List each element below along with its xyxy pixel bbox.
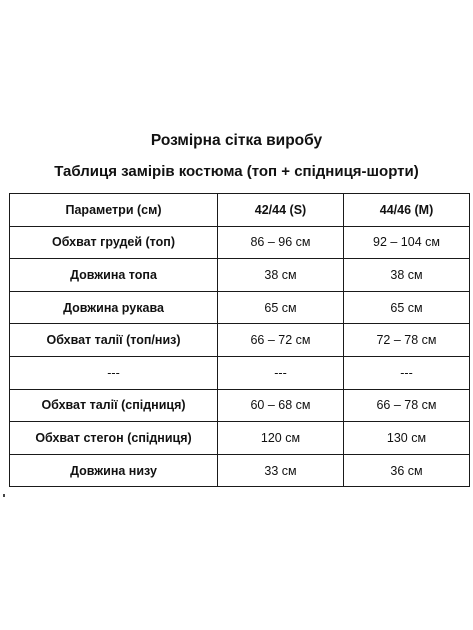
- row-value-m: 92 – 104 см: [344, 226, 470, 259]
- table-row: [10, 324, 470, 357]
- row-param: Довжина топа: [10, 259, 218, 292]
- table-row: [10, 422, 470, 455]
- row-value-m: 72 – 78 см: [344, 324, 470, 357]
- row-param: Довжина низу: [10, 454, 218, 487]
- table-row: [10, 389, 470, 422]
- table-row: [10, 259, 470, 292]
- table-row: [10, 226, 470, 259]
- row-value-s: 66 – 72 см: [218, 324, 344, 357]
- row-value-s: 33 см: [218, 454, 344, 487]
- row-value-m: 38 см: [344, 259, 470, 292]
- table-row: [10, 454, 470, 487]
- row-param: Довжина рукава: [10, 291, 218, 324]
- table-header-row: [10, 194, 470, 227]
- page-title: Розмірна сітка виробу: [150, 132, 323, 149]
- row-value-s: 65 см: [218, 291, 344, 324]
- table-subtitle: Таблиця замірів костюма (топ + спідниця-шорти): [54, 163, 419, 180]
- row-value-m: 65 см: [344, 291, 470, 324]
- edge-mark: [3, 494, 5, 497]
- row-value-m: 130 см: [344, 422, 470, 455]
- table-row: [10, 291, 470, 324]
- row-param: Обхват грудей (топ): [10, 226, 218, 259]
- row-value-s: 120 см: [218, 422, 344, 455]
- size-table: [9, 193, 470, 487]
- row-value-s: 38 см: [218, 259, 344, 292]
- row-param: Обхват стегон (спідниця): [10, 422, 218, 455]
- separator-cell: ---: [10, 356, 218, 389]
- row-value-s: 86 – 96 см: [218, 226, 344, 259]
- separator-cell: ---: [218, 356, 344, 389]
- header-size-s: 42/44 (S): [218, 194, 344, 227]
- row-value-m: 66 – 78 см: [344, 389, 470, 422]
- header-parameters: Параметри (см): [10, 194, 218, 227]
- row-param: Обхват талії (топ/низ): [10, 324, 218, 357]
- table-row-separator: [10, 356, 470, 389]
- row-value-m: 36 см: [344, 454, 470, 487]
- row-value-s: 60 – 68 см: [218, 389, 344, 422]
- row-param: Обхват талії (спідниця): [10, 389, 218, 422]
- separator-cell: ---: [344, 356, 470, 389]
- header-size-m: 44/46 (M): [344, 194, 470, 227]
